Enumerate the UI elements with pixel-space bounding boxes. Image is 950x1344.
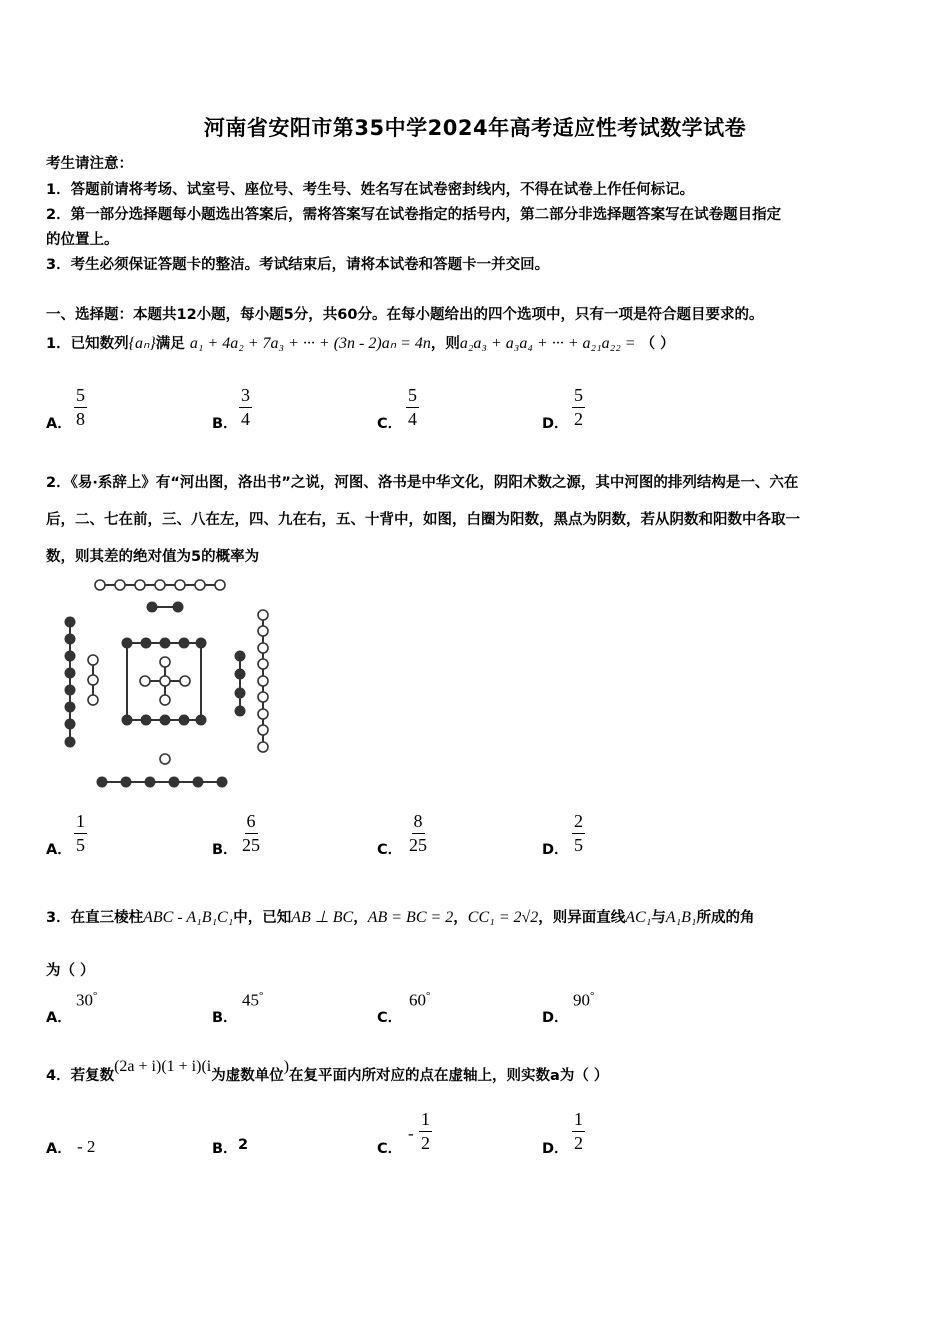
q1-option-d-value — [572, 386, 585, 429]
q4-option-label: B． — [212, 1141, 238, 1157]
q3-separator: ， — [453, 910, 468, 926]
notice-item: 1．答题前请将考场、试室号、座位号、考生号、姓名写在试卷密封线内，不得在试卷上作任何标记。 — [46, 182, 695, 198]
numerator: 1 — [572, 1110, 585, 1132]
denominator: 2 — [574, 1132, 583, 1153]
q3-option-d-value — [573, 990, 594, 1011]
page-title: 河南省安阳市第35中学2024年高考适应性考试数学试卷 — [203, 116, 747, 140]
denominator: 2 — [574, 408, 583, 429]
q4-close-paren: ) — [283, 1058, 290, 1075]
numerator: 2 — [572, 812, 585, 834]
numerator: 5 — [572, 386, 585, 408]
q3-condition: AB = BC = 2 — [367, 909, 454, 926]
q1-then: ，则 — [430, 336, 460, 352]
q2-option-label: D． — [542, 842, 569, 858]
q3-prism: ABC - A₁B₁C₁ — [143, 909, 234, 926]
q2-option-label: C． — [377, 842, 403, 858]
angle-value: 30 — [76, 990, 93, 1010]
numerator: 1 — [419, 1110, 432, 1132]
denominator: 4 — [408, 408, 417, 429]
q3-option-label: A． — [46, 1010, 72, 1026]
notice-item: 2．第一部分选择题每小题选出答案后，需将答案写在试卷指定的括号内，第二部分非选择题答案写在试卷题目指定 — [46, 207, 782, 223]
q4-option-a-value: - 2 — [77, 1137, 96, 1156]
q1-option-c-value — [406, 386, 419, 429]
q3-line-a: AC₁ — [625, 909, 652, 926]
q2-option-a-value — [74, 812, 87, 855]
numerator: 1 — [74, 812, 87, 834]
q4-option-label: A． — [46, 1141, 72, 1157]
q4-option-label: C． — [377, 1141, 403, 1157]
q1-option-label: A． — [46, 416, 72, 432]
denominator: 4 — [241, 408, 250, 429]
question-2-line: 后，二、七在前，三、八在左，四、九在右，五、十背中，如图，白圈为阳数，黑点为阴数，若从阴数和阳数中各取一 — [46, 512, 800, 528]
numerator: 8 — [412, 812, 425, 834]
q4-suffix: 在复平面内所对应的点在虚轴上，则实数a为（ ） — [289, 1068, 609, 1084]
section-heading: 一、选择题：本题共12小题，每小题5分，共60分。在每小题给出的四个选项中，只有一项是符合题目要求的。 — [46, 307, 764, 323]
question-2-line: 数，则其差的绝对值为5的概率为 — [46, 549, 260, 565]
question-3-line2: 为（ ） — [46, 963, 95, 979]
q3-option-label: D． — [542, 1010, 569, 1026]
q4-option-label: D． — [542, 1141, 569, 1157]
q1-option-label: D． — [542, 416, 569, 432]
q3-condition: AB ⊥ BC — [291, 909, 354, 926]
q1-mid: 满足 — [155, 336, 185, 352]
angle-value: 90 — [573, 990, 590, 1010]
numerator: 3 — [239, 386, 252, 408]
q1-option-b-value — [239, 386, 252, 429]
notice-item: 3．考生必须保证答题卡的整洁。考试结束后，请将本试卷和答题卡一并交回。 — [46, 257, 550, 273]
degree-sign: ° — [259, 990, 264, 1002]
q4-option-c-value — [419, 1110, 432, 1153]
notice-item: 的位置上。 — [46, 232, 119, 248]
q3-mid: 与 — [651, 910, 666, 926]
q4-prefix: 4．若复数 — [46, 1068, 115, 1084]
q4-option-d-value — [572, 1110, 585, 1153]
q2-option-c-value — [409, 812, 427, 855]
angle-value: 60 — [409, 990, 426, 1010]
q1-option-a-value — [74, 386, 87, 429]
degree-sign: ° — [93, 990, 98, 1002]
hetu-diagram — [50, 570, 290, 795]
q3-prefix: 3．在直三棱柱 — [46, 910, 144, 926]
denominator: 8 — [76, 408, 85, 429]
question-3-stem — [46, 906, 754, 927]
numerator: 6 — [245, 812, 258, 834]
q3-option-b-value — [242, 990, 263, 1011]
q3-condition: CC₁ = 2√2 — [467, 909, 539, 926]
q3-option-a-value — [76, 990, 97, 1011]
denominator: 5 — [76, 834, 85, 855]
q1-condition: a₁ + 4a₂ + 7a₃ + ··· + (3n - 2)aₙ = 4n — [189, 335, 431, 352]
q3-separator: ， — [353, 910, 368, 926]
q4-note: 为虚数单位 — [211, 1068, 284, 1084]
denominator: 5 — [574, 834, 583, 855]
denominator: 25 — [409, 834, 427, 855]
question-4-stem — [46, 1058, 609, 1085]
q3-option-c-value — [409, 990, 430, 1011]
q3-mid: ，则异面直线 — [538, 910, 626, 926]
q1-sequence: {aₙ} — [128, 335, 156, 352]
q4-option-b-value: 2 — [238, 1137, 249, 1153]
q4-option-c-sign: - — [408, 1124, 414, 1143]
q1-option-label: B． — [212, 416, 238, 432]
q1-expression: a₂a₃ + a₃a₄ + ··· + a₂₁a₂₂ = — [459, 335, 636, 352]
q3-option-label: B． — [212, 1010, 238, 1026]
q3-option-label: C． — [377, 1010, 403, 1026]
question-2-line: 2．《易·系辞上》有“河出图，洛出书”之说，河图、洛书是中华文化，阴阳术数之源，其中河图的排列结构是一、六在 — [46, 475, 799, 491]
degree-sign: ° — [590, 990, 595, 1002]
q2-option-b-value — [242, 812, 260, 855]
question-1-stem — [46, 332, 675, 353]
q3-line-b: A₁B₁ — [665, 909, 697, 926]
degree-sign: ° — [426, 990, 431, 1002]
numerator: 5 — [406, 386, 419, 408]
q3-mid: 中，已知 — [233, 910, 292, 926]
q2-option-label: A． — [46, 842, 72, 858]
q3-suffix: 所成的角 — [696, 910, 755, 926]
q1-prefix: 1．已知数列 — [46, 336, 129, 352]
notice-heading: 考生请注意： — [46, 156, 133, 172]
denominator: 2 — [421, 1132, 430, 1153]
angle-value: 45 — [242, 990, 259, 1010]
q2-option-label: B． — [212, 842, 238, 858]
q1-option-label: C． — [377, 416, 403, 432]
q1-answer-paren: （ ） — [640, 336, 675, 352]
numerator: 5 — [74, 386, 87, 408]
q4-expression: (2a + i)(1 + i)(i — [114, 1058, 212, 1075]
q2-option-d-value — [572, 812, 585, 855]
denominator: 25 — [242, 834, 260, 855]
